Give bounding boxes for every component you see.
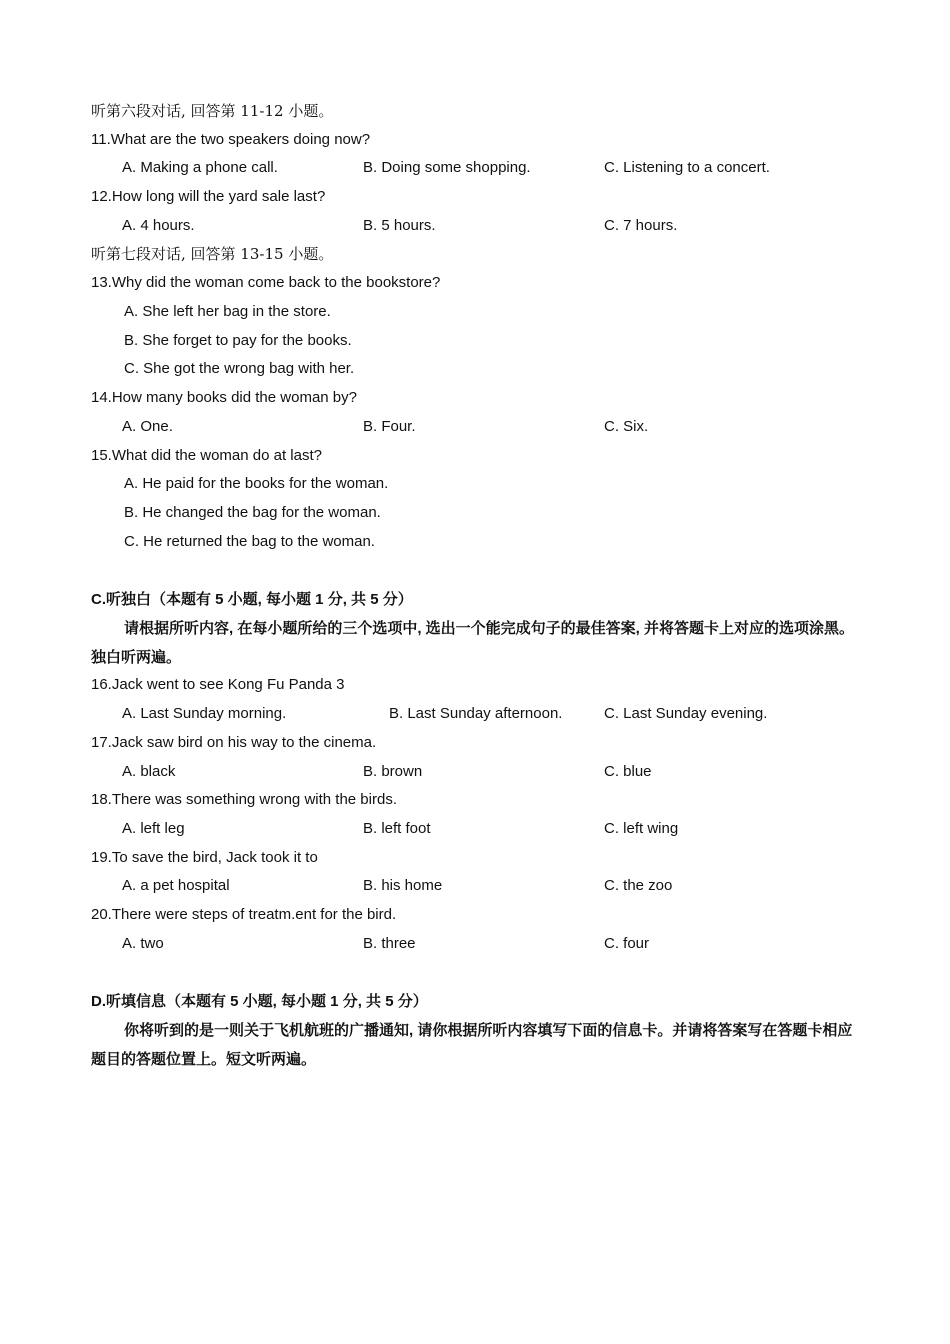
question-19-option-b: B. his home <box>363 877 443 894</box>
question-15-option-a: A. He paid for the books for the woman. <box>124 475 389 492</box>
part7-header: 听第七段对话, 回答第 13-15 小题。 <box>91 245 334 263</box>
question-14-option-a: A. One. <box>122 418 173 435</box>
question-17-stem: 17.Jack saw bird on his way to the cinema. <box>91 734 377 751</box>
question-19-option-c: C. the zoo <box>604 877 673 894</box>
section-d-instructions: 你将听到的是一则关于飞机航班的广播通知, 请你根据所听内容填写下面的信息卡。并请将答案写在答题卡相应题目的答题位置上。短文听两遍。 <box>91 1022 853 1068</box>
section-c-instructions: 请根据所听内容, 在每小题所给的三个选项中, 选出一个能完成句子的最佳答案, 并将答题卡上对应的选项涂黑。独白听两遍。 <box>91 620 855 666</box>
question-14-stem: 14.How many books did the woman by? <box>91 389 357 406</box>
question-19-option-a: A. a pet hospital <box>122 877 230 894</box>
question-11-option-c: C. Listening to a concert. <box>604 159 770 176</box>
question-17-option-c: C. blue <box>604 763 652 780</box>
question-20-option-b: B. three <box>363 935 416 952</box>
question-20-option-c: C. four <box>604 935 650 952</box>
question-20-stem: 20.There were steps of treatm.ent for the bird. <box>91 906 397 923</box>
question-13-option-c: C. She got the wrong bag with her. <box>124 360 355 377</box>
question-19-stem: 19.To save the bird, Jack took it to <box>91 849 318 866</box>
question-13-option-b: B. She forget to pay for the books. <box>124 332 352 349</box>
question-18-option-a: A. left leg <box>122 820 185 837</box>
question-16-stem: 16.Jack went to see Kong Fu Panda 3 <box>91 676 345 693</box>
question-13-stem: 13.Why did the woman come back to the bookstore? <box>91 274 441 291</box>
question-16-option-a: A. Last Sunday morning. <box>122 705 287 722</box>
question-15-option-c: C. He returned the bag to the woman. <box>124 533 375 550</box>
question-15-option-b: B. He changed the bag for the woman. <box>124 504 381 521</box>
question-12-option-a: A. 4 hours. <box>122 217 195 234</box>
question-16-option-b: B. Last Sunday afternoon. <box>389 705 563 722</box>
question-15-stem: 15.What did the woman do at last? <box>91 447 322 464</box>
question-12-option-b: B. 5 hours. <box>363 217 436 234</box>
question-17-option-b: B. brown <box>363 763 423 780</box>
section-d-title: D.听填信息（本题有 5 小题, 每小题 1 分, 共 5 分） <box>91 993 428 1010</box>
question-11-option-a: A. Making a phone call. <box>122 159 278 176</box>
question-13-option-a: A. She left her bag in the store. <box>124 303 331 320</box>
question-20-option-a: A. two <box>122 935 164 952</box>
part6-header: 听第六段对话, 回答第 11-12 小题。 <box>91 102 334 120</box>
question-12-stem: 12.How long will the yard sale last? <box>91 188 326 205</box>
question-11-stem: 11.What are the two speakers doing now? <box>91 131 371 148</box>
question-14-option-b: B. Four. <box>363 418 416 435</box>
section-c-title: C.听独白（本题有 5 小题, 每小题 1 分, 共 5 分） <box>91 591 413 608</box>
question-12-option-c: C. 7 hours. <box>604 217 678 234</box>
question-17-option-a: A. black <box>122 763 176 780</box>
question-18-option-c: C. left wing <box>604 820 679 837</box>
question-18-option-b: B. left foot <box>363 820 431 837</box>
question-16-option-c: C. Last Sunday evening. <box>604 705 768 722</box>
question-14-option-c: C. Six. <box>604 418 649 435</box>
question-11-option-b: B. Doing some shopping. <box>363 159 531 176</box>
question-18-stem: 18.There was something wrong with the birds. <box>91 791 397 808</box>
